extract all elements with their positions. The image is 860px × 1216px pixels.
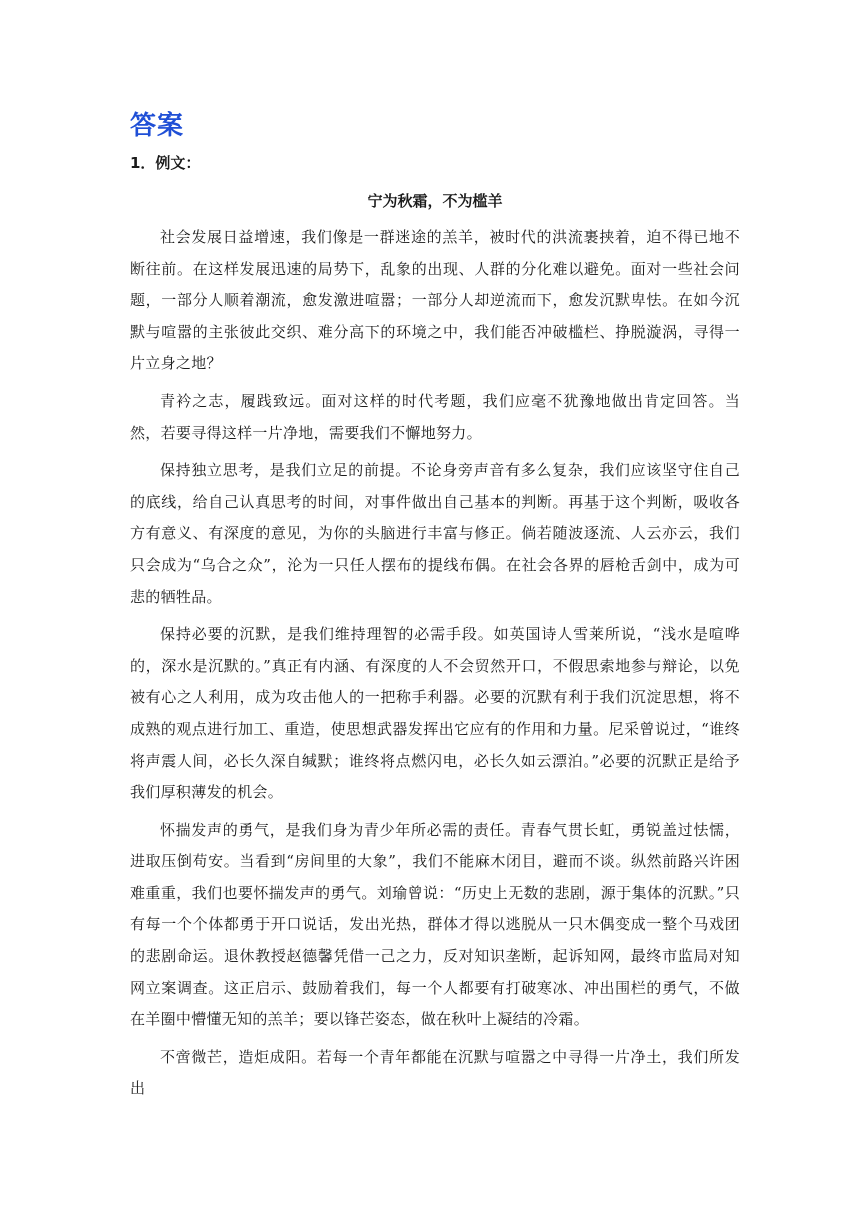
question-number-label: 1．例文： xyxy=(130,154,201,172)
essay-paragraph: 保持独立思考，是我们立足的前提。不论身旁声音有多么复杂，我们应该坚守住自己的底线，给自己认真思考的时间，对事件做出自己基本的判断。再基于这个判断，吸收各方有意义、有深度的意见，为你的头脑进行丰富与修正。倘若随波逐流、人云亦云，我们只会成为“乌合之众”，沦为一只任人摆布的提线布偶。在社会各界的唇枪舌剑中，成为可悲的牺牲品。 xyxy=(130,461,740,606)
essay-paragraph: 社会发展日益增速，我们像是一群迷途的羔羊，被时代的洪流裹挟着，迫不得已地不断往前。在这样发展迅速的局势下，乱象的出现、人群的分化难以避免。面对一些社会问题，一部分人顺着潮流，愈发激进喧嚣；一部分人却逆流而下，愈发沉默卑怯。在如今沉默与喧嚣的主张彼此交织、难分高下的环境之中，我们能否冲破槛栏、挣脱漩涡，寻得一片立身之地？ xyxy=(130,228,740,373)
essay-paragraph: 不啻微芒，造炬成阳。若每一个青年都能在沉默与喧嚣之中寻得一片净土，我们所发出 xyxy=(130,1047,740,1098)
essay-title: 宁为秋霜，不为槛羊 xyxy=(367,192,503,210)
essay-paragraph: 青衿之志，履践致远。面对这样的时代考题，我们应毫不犹豫地做出肯定回答。当然，若要寻得这样一片净地，需要我们不懈地努力。 xyxy=(130,391,740,442)
essay-paragraph: 怀揣发声的勇气，是我们身为青少年所必需的责任。青春气贯长虹，勇锐盖过怯懦，进取压倒苟安。当看到“房间里的大象”，我们不能麻木闭目，避而不谈。纵然前路兴许困难重重，我们也要怀揣发声的勇气。刘瑜曾说：“历史上无数的悲剧，源于集体的沉默。”只有每一个个体都勇于开口说话，发出光热，群体才得以逃脱从一只木偶变成一整个马戏团的悲剧命运。退休教授赵德馨凭借一己之力，反对知识垄断，起诉知网，最终市监局对知网立案调查。这正启示、鼓励着我们，每一个人都要有打破寒冰、冲出围栏的勇气，不做在羊圈中懵懂无知的羔羊；要以锋芒姿态，做在秋叶上凝结的冷霜。 xyxy=(130,820,740,1029)
answer-heading: 答案 xyxy=(130,111,185,141)
essay-paragraph: 保持必要的沉默，是我们维持理智的必需手段。如英国诗人雪莱所说，“浅水是喧哗的，深水是沉默的。”真正有内涵、有深度的人不会贸然开口，不假思索地参与辩论，以免被有心之人利用，成为攻击他人的一把称手利器。必要的沉默有利于我们沉淀思想，将不成熟的观点进行加工、重造，使思想武器发挥出它应有的作用和力量。尼采曾说过，“谁终将声震人间，必长久深自缄默；谁终将点燃闪电，必长久如云漂泊。”必要的沉默正是给予我们厚积薄发的机会。 xyxy=(130,625,740,802)
document-body xyxy=(130,108,740,1111)
